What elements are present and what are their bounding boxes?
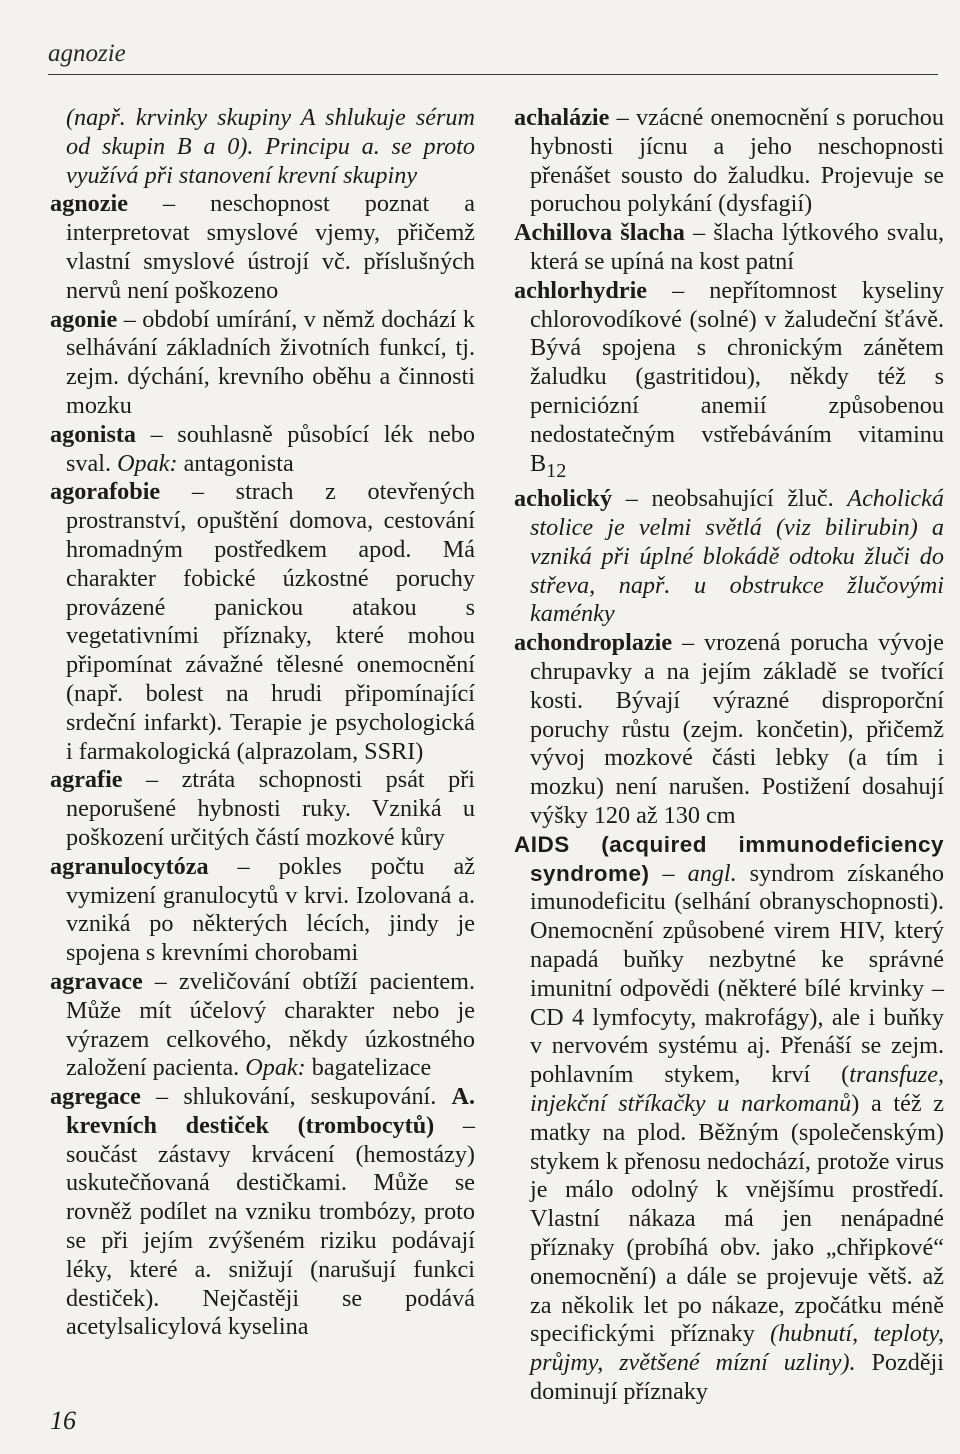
subscript: 12 (546, 459, 567, 482)
entry-headword: AIDS (acquired immunodeficiency syndrome) (514, 831, 944, 886)
entry-definition: – neobsahující žluč. (612, 485, 848, 513)
entry-headword: achondroplazie (514, 629, 673, 657)
entry-headword: A. krevních destiček (trombocytů) (66, 1083, 475, 1139)
entry-definition: antagonista (177, 449, 294, 477)
left-column (50, 104, 475, 1342)
dictionary-entry (50, 478, 475, 766)
dictionary-entry (50, 306, 475, 421)
entry-definition: Později dominují příznaky (530, 1349, 944, 1405)
entry-definition: – souhlasně působící lék nebo sval. (66, 420, 475, 477)
dictionary-entry (514, 219, 944, 277)
dictionary-entry (50, 766, 475, 852)
entry-italic-text: angl. (687, 859, 737, 887)
entry-headword: agonie (50, 305, 118, 333)
entry-headword: acholický (514, 485, 613, 513)
entry-definition: – pokles počtu až vymizení granulocytů v krvi. Izolovaná a. vzniká po některých lécích, jindy je spojena s krevními chorobami (66, 852, 475, 967)
entry-definition: – období umírání, v němž dochází k selhávání základních životních funkcí, tj. zejm. dýchání, krevního oběhu a činnosti mozku (66, 305, 475, 419)
entry-italic-text: (např. krvinky skupiny A shlukuje sérum od skupin B a 0). Principu a. se proto využívá při stanovení krevní skupiny (66, 104, 475, 189)
entry-definition: – vrozená porucha vývoje chrupavky a na jejím základě se tvořící kosti. Bývají výrazné disproporční poruchy růstu (zejm. končetin), přičemž vývoj mozkové části lebky (a tím i mozku) není narušen. Postižení dosahují výšky 120 až 130 cm (530, 629, 944, 829)
entry-definition: – ztráta schopnosti psát při neporušené hybnosti ruky. Vzniká u poškození určitých částí mozkové kůry (66, 766, 475, 851)
entry-definition: – neschopnost poznat a interpretovat smyslové vjemy, přičemž vlastní smyslové ústrojí vč. příslušných nervů není poškozeno (66, 190, 475, 304)
entry-italic-text: Acholická stolice je velmi světlá (viz bilirubin) a vzniká při úplné blokádě odtoku žluči do střeva, např. u obstrukce žlučovými kaménky (530, 485, 944, 628)
entry-definition: – nepřítomnost kyseliny chlorovodíkové (solné) v žaludeční šťávě. Bývá spojena s chronickým zánětem žaludku (gastritidou), někdy též s perniciózní anemií způsobenou nedostatečným vstřebáváním vitaminu B (530, 276, 944, 477)
entry-definition: – šlacha lýtkového svalu, která se upíná na kost patní (530, 219, 944, 275)
entry-headword: agorafobie (50, 478, 161, 506)
entry-definition: – vzácné onemocnění s poruchou hybnosti jícnu a jeho neschopnosti přenášet sousto do žaludku. Projevuje se poruchou polykání (dysfagií) (530, 104, 944, 218)
entry-headword: agranulocytóza (50, 852, 209, 880)
entry-italic-text: Opak: (245, 1054, 306, 1082)
entry-definition: – zveličování obtíží pacientem. Může mít účelový charakter nebo je výrazem celkového, někdy úzkostného založení pacienta. (66, 967, 475, 1082)
entry-headword: agregace (50, 1083, 141, 1111)
dictionary-entry (514, 831, 944, 1407)
header-rule (48, 74, 938, 75)
entry-headword: achlorhydrie (514, 276, 648, 304)
entry-headword: agrafie (50, 766, 123, 794)
entry-definition: – shlukování, seskupování. (140, 1083, 452, 1111)
entry-italic-text: (hubnutí, teploty, průjmy, zvětšené mízní uzliny). (530, 1320, 944, 1377)
entry-headword: Achillova šlacha (514, 219, 685, 247)
dictionary-entry (514, 104, 944, 219)
entry-definition: bagatelizace (305, 1054, 432, 1082)
right-column (514, 104, 944, 1407)
entry-definition: – strach z otevřených prostranství, opuštění domova, cestování hromadným postředkem apod. Má charakter fobické úzkostné poruchy provázené panickou atakou s vegetativními příznaky, které mohou připomínat závažné tělesné onemocnění (např. bolest na hrudi připomínající srdeční infarkt). Terapie je psychologická i farmakologická (alprazolam, SSRI) (66, 478, 475, 765)
entry-italic-text: Opak: (117, 449, 178, 477)
entry-headword: agnozie (50, 190, 128, 218)
entry-headword: achalázie (514, 104, 610, 131)
entry-definition: ) a též z matky na plod. Běžným (společenským) stykem k přenosu nedochází, protože virus je málo odolný k vnějšímu prostředí. Vlastní nákaza má jen nenápadné příznaky (probíhá obv. jako „chřipkové“ onemocnění) a dále se projevuje větš. až za několik let po nákaze, zpočátku méně specifickými příznaky (530, 1089, 944, 1348)
dictionary-entry (514, 485, 944, 629)
dictionary-entry (514, 277, 944, 485)
running-head: agnozie (48, 40, 126, 67)
dictionary-entry (50, 190, 475, 305)
entry-definition: – (649, 859, 688, 887)
entry-definition: syndrom získaného imunodeficitu (selhání obranyschopnosti). Onemocnění způsobené virem HIV, který napadá buňky nezbytné ke správné imunitní odpovědi (některé bílé krvinky – CD 4 lymfocyty, makrofágy), ale i buňky v nervovém systému aj. Přenáší se zejm. pohlavním stykem, krví ( (530, 859, 944, 1089)
dictionary-entry (50, 421, 475, 479)
entry-headword: agonista (50, 420, 137, 448)
dictionary-entry (514, 629, 944, 831)
entry-definition: – součást zástavy krvácení (hemostázy) uskutečňovaná destičkami. Může se rovněž podílet na vzniku trombózy, proto se při jejím zvýšeném riziku podávají léky, které a. snižují (narušují funkci destiček). Nejčastěji se podává acetylsalicylová kyselina (66, 1111, 476, 1341)
entry-italic-text: transfuze, injekční stříkačky u narkomanů (530, 1061, 944, 1117)
entry-headword: agravace (50, 967, 143, 995)
dictionary-entry (50, 968, 475, 1083)
page-number: 16 (50, 1406, 76, 1435)
dictionary-entry (50, 1083, 475, 1342)
dictionary-entry (50, 853, 475, 968)
dictionary-entry (50, 104, 475, 190)
